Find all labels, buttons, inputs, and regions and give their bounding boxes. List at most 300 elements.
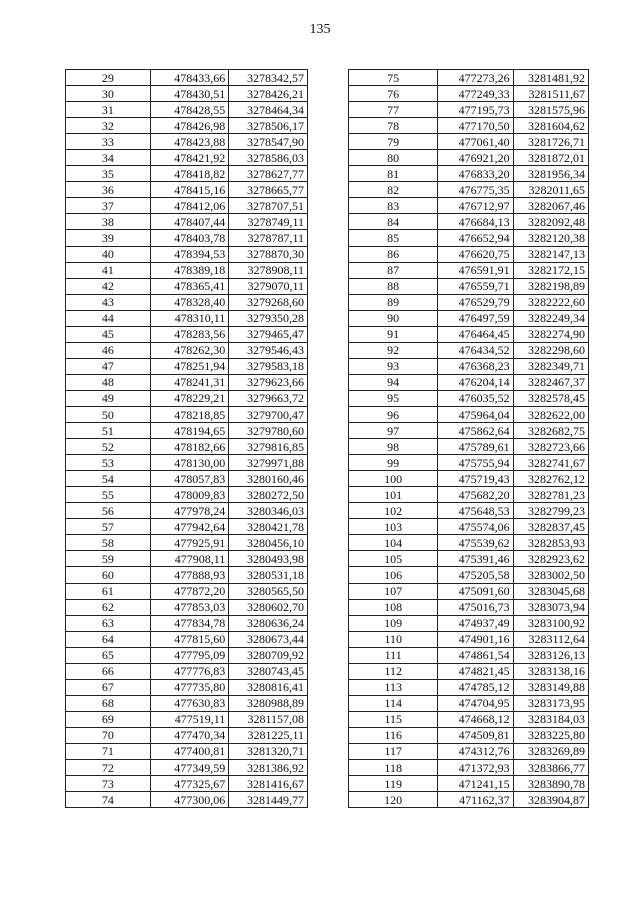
x-coordinate-cell: 475682,20 <box>438 487 513 503</box>
table-row <box>349 86 589 102</box>
x-coordinate-cell: 476464,45 <box>438 326 513 342</box>
page-number: 135 <box>309 22 331 37</box>
table-row <box>66 326 308 342</box>
x-coordinate-cell: 477170,50 <box>438 118 513 134</box>
table-row <box>66 776 308 792</box>
point-number-cell: 107 <box>349 583 438 599</box>
point-number-cell: 106 <box>349 567 438 583</box>
table-row <box>349 374 589 390</box>
point-number-cell: 87 <box>349 262 438 278</box>
y-coordinate-cell: 3283173,95 <box>513 695 588 711</box>
point-number-cell: 109 <box>349 615 438 631</box>
point-number-cell: 39 <box>66 230 151 246</box>
y-coordinate-cell: 3278707,51 <box>229 198 308 214</box>
y-coordinate-cell: 3283138,16 <box>513 663 588 679</box>
x-coordinate-cell: 475016,73 <box>438 599 513 615</box>
point-number-cell: 103 <box>349 519 438 535</box>
y-coordinate-cell: 3278426,21 <box>229 86 308 102</box>
x-coordinate-cell: 474937,49 <box>438 615 513 631</box>
y-coordinate-cell: 3280988,89 <box>229 695 308 711</box>
table-row <box>66 727 308 743</box>
table-row <box>349 342 589 358</box>
x-coordinate-cell: 478433,66 <box>150 70 229 86</box>
table-row <box>349 583 589 599</box>
x-coordinate-cell: 474901,16 <box>438 631 513 647</box>
point-number-cell: 44 <box>66 310 151 326</box>
point-number-cell: 117 <box>349 743 438 759</box>
point-number-cell: 68 <box>66 695 151 711</box>
point-number-cell: 70 <box>66 727 151 743</box>
table-row <box>66 166 308 182</box>
table-row <box>66 663 308 679</box>
table-row <box>66 792 308 808</box>
table-row <box>349 439 589 455</box>
y-coordinate-cell: 3282198,89 <box>513 278 588 294</box>
table-row <box>349 487 589 503</box>
table-row <box>66 406 308 422</box>
x-coordinate-cell: 477630,83 <box>150 695 229 711</box>
table-row <box>66 743 308 759</box>
table-row <box>349 262 589 278</box>
x-coordinate-cell: 474668,12 <box>438 711 513 727</box>
point-number-cell: 99 <box>349 455 438 471</box>
point-number-cell: 102 <box>349 503 438 519</box>
point-number-cell: 48 <box>66 374 151 390</box>
y-coordinate-cell: 3282467,37 <box>513 374 588 390</box>
y-coordinate-cell: 3282249,34 <box>513 310 588 326</box>
point-number-cell: 114 <box>349 695 438 711</box>
table-row <box>66 118 308 134</box>
x-coordinate-cell: 475574,06 <box>438 519 513 535</box>
point-number-cell: 67 <box>66 679 151 695</box>
y-coordinate-cell: 3280531,18 <box>229 567 308 583</box>
point-number-cell: 110 <box>349 631 438 647</box>
table-row <box>66 519 308 535</box>
y-coordinate-cell: 3279583,18 <box>229 358 308 374</box>
point-number-cell: 53 <box>66 455 151 471</box>
y-coordinate-cell: 3278506,17 <box>229 118 308 134</box>
point-number-cell: 33 <box>66 134 151 150</box>
table-row <box>66 423 308 439</box>
table-row <box>349 358 589 374</box>
point-number-cell: 43 <box>66 294 151 310</box>
x-coordinate-cell: 478229,21 <box>150 390 229 406</box>
point-number-cell: 49 <box>66 390 151 406</box>
y-coordinate-cell: 3283269,89 <box>513 743 588 759</box>
table-row <box>349 70 589 86</box>
y-coordinate-cell: 3281416,67 <box>229 776 308 792</box>
x-coordinate-cell: 477834,78 <box>150 615 229 631</box>
y-coordinate-cell: 3281511,67 <box>513 86 588 102</box>
x-coordinate-cell: 478412,06 <box>150 198 229 214</box>
y-coordinate-cell: 3283866,77 <box>513 760 588 776</box>
x-coordinate-cell: 475205,58 <box>438 567 513 583</box>
point-number-cell: 75 <box>349 70 438 86</box>
x-coordinate-cell: 478262,30 <box>150 342 229 358</box>
y-coordinate-cell: 3282853,93 <box>513 535 588 551</box>
table-row <box>349 294 589 310</box>
x-coordinate-cell: 476652,94 <box>438 230 513 246</box>
y-coordinate-cell: 3282298,60 <box>513 342 588 358</box>
table-row <box>66 134 308 150</box>
table-row <box>349 647 589 663</box>
y-coordinate-cell: 3280160,46 <box>229 471 308 487</box>
point-number-cell: 118 <box>349 760 438 776</box>
y-coordinate-cell: 3278749,11 <box>229 214 308 230</box>
x-coordinate-cell: 478428,55 <box>150 102 229 118</box>
y-coordinate-cell: 3279350,28 <box>229 310 308 326</box>
y-coordinate-cell: 3280709,92 <box>229 647 308 663</box>
y-coordinate-cell: 3283100,92 <box>513 615 588 631</box>
x-coordinate-cell: 477925,91 <box>150 535 229 551</box>
y-coordinate-cell: 3282092,48 <box>513 214 588 230</box>
point-number-cell: 50 <box>66 406 151 422</box>
point-number-cell: 41 <box>66 262 151 278</box>
table-row <box>66 439 308 455</box>
x-coordinate-cell: 476035,52 <box>438 390 513 406</box>
y-coordinate-cell: 3283045,68 <box>513 583 588 599</box>
x-coordinate-cell: 476529,79 <box>438 294 513 310</box>
point-number-cell: 86 <box>349 246 438 262</box>
point-number-cell: 52 <box>66 439 151 455</box>
table-row <box>349 760 589 776</box>
point-number-cell: 38 <box>66 214 151 230</box>
x-coordinate-cell: 478421,92 <box>150 150 229 166</box>
x-coordinate-cell: 474861,54 <box>438 647 513 663</box>
point-number-cell: 29 <box>66 70 151 86</box>
table-row <box>66 471 308 487</box>
point-number-cell: 71 <box>66 743 151 759</box>
y-coordinate-cell: 3282172,15 <box>513 262 588 278</box>
table-row <box>349 599 589 615</box>
x-coordinate-cell: 478130,00 <box>150 455 229 471</box>
y-coordinate-cell: 3281320,71 <box>229 743 308 759</box>
x-coordinate-cell: 478241,31 <box>150 374 229 390</box>
x-coordinate-cell: 477888,93 <box>150 567 229 583</box>
y-coordinate-cell: 3282120,38 <box>513 230 588 246</box>
y-coordinate-cell: 3282741,67 <box>513 455 588 471</box>
x-coordinate-cell: 476684,13 <box>438 214 513 230</box>
point-number-cell: 94 <box>349 374 438 390</box>
point-number-cell: 97 <box>349 423 438 439</box>
x-coordinate-cell: 478218,85 <box>150 406 229 422</box>
y-coordinate-cell: 3282349,71 <box>513 358 588 374</box>
point-number-cell: 55 <box>66 487 151 503</box>
table-row <box>349 134 589 150</box>
point-number-cell: 47 <box>66 358 151 374</box>
point-number-cell: 108 <box>349 599 438 615</box>
table-row <box>66 503 308 519</box>
table-row <box>349 310 589 326</box>
y-coordinate-cell: 3279268,60 <box>229 294 308 310</box>
x-coordinate-cell: 477400,81 <box>150 743 229 759</box>
point-number-cell: 104 <box>349 535 438 551</box>
y-coordinate-cell: 3282067,46 <box>513 198 588 214</box>
y-coordinate-cell: 3282622,00 <box>513 406 588 422</box>
table-row <box>349 230 589 246</box>
x-coordinate-cell: 478426,98 <box>150 118 229 134</box>
y-coordinate-cell: 3282723,66 <box>513 439 588 455</box>
y-coordinate-cell: 3283002,50 <box>513 567 588 583</box>
x-coordinate-cell: 477815,60 <box>150 631 229 647</box>
point-number-cell: 64 <box>66 631 151 647</box>
x-coordinate-cell: 478423,88 <box>150 134 229 150</box>
y-coordinate-cell: 3281604,62 <box>513 118 588 134</box>
x-coordinate-cell: 477776,83 <box>150 663 229 679</box>
y-coordinate-cell: 3279780,60 <box>229 423 308 439</box>
x-coordinate-cell: 477249,33 <box>438 86 513 102</box>
y-coordinate-cell: 3281726,71 <box>513 134 588 150</box>
table-row <box>66 455 308 471</box>
y-coordinate-cell: 3280456,10 <box>229 535 308 551</box>
y-coordinate-cell: 3280636,24 <box>229 615 308 631</box>
table-row <box>349 166 589 182</box>
y-coordinate-cell: 3281872,01 <box>513 150 588 166</box>
y-coordinate-cell: 3279663,72 <box>229 390 308 406</box>
x-coordinate-cell: 477908,11 <box>150 551 229 567</box>
point-number-cell: 66 <box>66 663 151 679</box>
table-row <box>66 182 308 198</box>
x-coordinate-cell: 477195,73 <box>438 102 513 118</box>
x-coordinate-cell: 478407,44 <box>150 214 229 230</box>
table-row <box>349 711 589 727</box>
point-number-cell: 83 <box>349 198 438 214</box>
table-row <box>66 102 308 118</box>
point-number-cell: 34 <box>66 150 151 166</box>
table-row <box>66 214 308 230</box>
point-number-cell: 98 <box>349 439 438 455</box>
y-coordinate-cell: 3282274,90 <box>513 326 588 342</box>
x-coordinate-cell: 478418,82 <box>150 166 229 182</box>
point-number-cell: 54 <box>66 471 151 487</box>
point-number-cell: 93 <box>349 358 438 374</box>
table-row <box>349 776 589 792</box>
table-row <box>349 743 589 759</box>
x-coordinate-cell: 475539,62 <box>438 535 513 551</box>
table-row <box>349 471 589 487</box>
x-coordinate-cell: 477349,59 <box>150 760 229 776</box>
point-number-cell: 60 <box>66 567 151 583</box>
y-coordinate-cell: 3281481,92 <box>513 70 588 86</box>
x-coordinate-cell: 477942,64 <box>150 519 229 535</box>
point-number-cell: 56 <box>66 503 151 519</box>
point-number-cell: 88 <box>349 278 438 294</box>
y-coordinate-cell: 3279700,47 <box>229 406 308 422</box>
y-coordinate-cell: 3278787,11 <box>229 230 308 246</box>
x-coordinate-cell: 478057,83 <box>150 471 229 487</box>
point-number-cell: 37 <box>66 198 151 214</box>
point-number-cell: 101 <box>349 487 438 503</box>
point-number-cell: 78 <box>349 118 438 134</box>
point-number-cell: 59 <box>66 551 151 567</box>
point-number-cell: 111 <box>349 647 438 663</box>
point-number-cell: 61 <box>66 583 151 599</box>
point-number-cell: 95 <box>349 390 438 406</box>
y-coordinate-cell: 3278586,03 <box>229 150 308 166</box>
y-coordinate-cell: 3283225,80 <box>513 727 588 743</box>
table-row <box>66 583 308 599</box>
y-coordinate-cell: 3278627,77 <box>229 166 308 182</box>
y-coordinate-cell: 3280565,50 <box>229 583 308 599</box>
point-number-cell: 92 <box>349 342 438 358</box>
point-number-cell: 65 <box>66 647 151 663</box>
point-number-cell: 119 <box>349 776 438 792</box>
table-row <box>66 310 308 326</box>
x-coordinate-cell: 474312,76 <box>438 743 513 759</box>
table-row <box>349 214 589 230</box>
table-row <box>66 535 308 551</box>
table-row <box>349 792 589 808</box>
point-number-cell: 82 <box>349 182 438 198</box>
point-number-cell: 32 <box>66 118 151 134</box>
table-row <box>349 390 589 406</box>
point-number-cell: 74 <box>66 792 151 808</box>
y-coordinate-cell: 3281225,11 <box>229 727 308 743</box>
x-coordinate-cell: 471241,15 <box>438 776 513 792</box>
point-number-cell: 96 <box>349 406 438 422</box>
point-number-cell: 89 <box>349 294 438 310</box>
y-coordinate-cell: 3283184,03 <box>513 711 588 727</box>
point-number-cell: 105 <box>349 551 438 567</box>
x-coordinate-cell: 476712,97 <box>438 198 513 214</box>
table-row <box>349 198 589 214</box>
y-coordinate-cell: 3280602,70 <box>229 599 308 615</box>
point-number-cell: 100 <box>349 471 438 487</box>
table-row <box>66 150 308 166</box>
table-row <box>349 326 589 342</box>
table-row <box>349 679 589 695</box>
table-row <box>349 663 589 679</box>
table-row <box>66 487 308 503</box>
point-number-cell: 31 <box>66 102 151 118</box>
x-coordinate-cell: 477300,06 <box>150 792 229 808</box>
x-coordinate-cell: 478283,56 <box>150 326 229 342</box>
table-row <box>66 551 308 567</box>
table-row <box>349 118 589 134</box>
point-number-cell: 36 <box>66 182 151 198</box>
y-coordinate-cell: 3280272,50 <box>229 487 308 503</box>
x-coordinate-cell: 478430,51 <box>150 86 229 102</box>
y-coordinate-cell: 3280421,78 <box>229 519 308 535</box>
point-number-cell: 30 <box>66 86 151 102</box>
point-number-cell: 91 <box>349 326 438 342</box>
y-coordinate-cell: 3279971,88 <box>229 455 308 471</box>
point-number-cell: 42 <box>66 278 151 294</box>
y-coordinate-cell: 3281575,96 <box>513 102 588 118</box>
x-coordinate-cell: 478182,66 <box>150 439 229 455</box>
table-row <box>66 679 308 695</box>
y-coordinate-cell: 3279623,66 <box>229 374 308 390</box>
point-number-cell: 79 <box>349 134 438 150</box>
x-coordinate-cell: 475391,46 <box>438 551 513 567</box>
point-number-cell: 72 <box>66 760 151 776</box>
y-coordinate-cell: 3281157,08 <box>229 711 308 727</box>
y-coordinate-cell: 3278464,34 <box>229 102 308 118</box>
table-row <box>349 695 589 711</box>
point-number-cell: 63 <box>66 615 151 631</box>
x-coordinate-cell: 474821,45 <box>438 663 513 679</box>
y-coordinate-cell: 3278870,30 <box>229 246 308 262</box>
y-coordinate-cell: 3281449,77 <box>229 792 308 808</box>
x-coordinate-cell: 478403,78 <box>150 230 229 246</box>
table-row <box>66 246 308 262</box>
y-coordinate-cell: 3279816,85 <box>229 439 308 455</box>
coordinates-table-left <box>65 69 308 808</box>
y-coordinate-cell: 3282011,65 <box>513 182 588 198</box>
point-number-cell: 112 <box>349 663 438 679</box>
x-coordinate-cell: 471162,37 <box>438 792 513 808</box>
table-row <box>66 760 308 776</box>
table-row <box>349 615 589 631</box>
table-row <box>66 358 308 374</box>
table-row <box>349 150 589 166</box>
y-coordinate-cell: 3283112,64 <box>513 631 588 647</box>
table-row <box>349 535 589 551</box>
point-number-cell: 90 <box>349 310 438 326</box>
table-row <box>349 631 589 647</box>
x-coordinate-cell: 476591,91 <box>438 262 513 278</box>
y-coordinate-cell: 3282682,75 <box>513 423 588 439</box>
table-body-right <box>349 70 589 808</box>
point-number-cell: 116 <box>349 727 438 743</box>
x-coordinate-cell: 477735,80 <box>150 679 229 695</box>
table-row <box>66 631 308 647</box>
x-coordinate-cell: 475862,64 <box>438 423 513 439</box>
table-row <box>66 390 308 406</box>
y-coordinate-cell: 3282222,60 <box>513 294 588 310</box>
table-row <box>66 695 308 711</box>
table-row <box>66 278 308 294</box>
point-number-cell: 81 <box>349 166 438 182</box>
table-row <box>349 406 589 422</box>
x-coordinate-cell: 474704,95 <box>438 695 513 711</box>
table-row <box>66 615 308 631</box>
x-coordinate-cell: 476921,20 <box>438 150 513 166</box>
y-coordinate-cell: 3278342,57 <box>229 70 308 86</box>
y-coordinate-cell: 3280816,41 <box>229 679 308 695</box>
point-number-cell: 115 <box>349 711 438 727</box>
y-coordinate-cell: 3278908,11 <box>229 262 308 278</box>
x-coordinate-cell: 475648,53 <box>438 503 513 519</box>
table-row <box>66 342 308 358</box>
point-number-cell: 113 <box>349 679 438 695</box>
x-coordinate-cell: 478009,83 <box>150 487 229 503</box>
x-coordinate-cell: 477872,20 <box>150 583 229 599</box>
x-coordinate-cell: 478415,16 <box>150 182 229 198</box>
point-number-cell: 85 <box>349 230 438 246</box>
table-row <box>66 70 308 86</box>
y-coordinate-cell: 3278547,90 <box>229 134 308 150</box>
y-coordinate-cell: 3281956,34 <box>513 166 588 182</box>
point-number-cell: 120 <box>349 792 438 808</box>
x-coordinate-cell: 477061,40 <box>438 134 513 150</box>
point-number-cell: 69 <box>66 711 151 727</box>
table-row <box>349 278 589 294</box>
point-number-cell: 62 <box>66 599 151 615</box>
table-row <box>349 246 589 262</box>
y-coordinate-cell: 3280673,44 <box>229 631 308 647</box>
point-number-cell: 80 <box>349 150 438 166</box>
point-number-cell: 40 <box>66 246 151 262</box>
x-coordinate-cell: 475789,61 <box>438 439 513 455</box>
y-coordinate-cell: 3282781,23 <box>513 487 588 503</box>
x-coordinate-cell: 476434,52 <box>438 342 513 358</box>
x-coordinate-cell: 475719,43 <box>438 471 513 487</box>
y-coordinate-cell: 3283126,13 <box>513 647 588 663</box>
table-row <box>66 374 308 390</box>
y-coordinate-cell: 3282837,45 <box>513 519 588 535</box>
y-coordinate-cell: 3282147,13 <box>513 246 588 262</box>
